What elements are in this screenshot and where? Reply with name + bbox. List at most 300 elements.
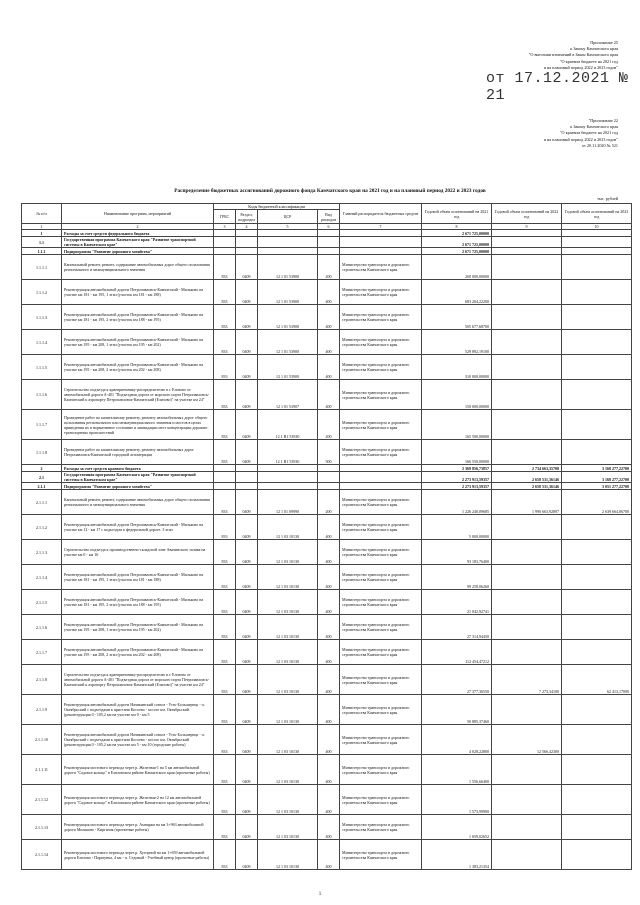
row-2021: 1 556,66400 [422, 755, 492, 785]
row-grbs: 833 [214, 695, 236, 725]
row-num: 2.1.1.13 [22, 815, 62, 840]
row-grbs: 833 [214, 490, 236, 515]
row-admin [340, 472, 422, 483]
row-2023 [562, 380, 632, 410]
row-num: 2.1.1.9 [22, 695, 62, 725]
table-row [22, 815, 632, 840]
row-rz: 0409 [236, 440, 258, 465]
col-header-num: № п/п [22, 204, 62, 224]
row-rz: 0409 [236, 330, 258, 355]
col-header-rz: Раздел, подраздел [236, 210, 258, 224]
row-admin: Министерство транспорта и дорожного строительства Камчатского края [340, 785, 422, 815]
row-2023 [562, 590, 632, 615]
table-row [22, 590, 632, 615]
table-row [22, 237, 632, 248]
row-admin: Министерство транспорта и дорожного строительства Камчатского края [340, 590, 422, 615]
row-num: 2.1.1.2 [22, 515, 62, 540]
row-csr [258, 230, 318, 237]
row-rz: 0409 [236, 615, 258, 640]
table-row [22, 565, 632, 590]
row-2021: 310 000,00000 [422, 355, 492, 380]
row-rz: 0409 [236, 565, 258, 590]
row-2023 [562, 255, 632, 280]
row-name: Строительство подъезда к краеприемнику-распределителю в г. Елизово от автомобильной дороги А-401 "Подъездная дорога от морского порта Петропавловск-Камчатский к аэропорту Петропавловск-Камчатский (Елизово)" на участке км 24" [62, 380, 214, 410]
row-num: 2.1.1.4 [22, 565, 62, 590]
row-2021: 1 226 240,09685 [422, 490, 492, 515]
row-name: Проведение работ по капитальному ремонту, ремонту автомобильных дорог Петропавловск-Камчатской городской агломерации [62, 440, 214, 465]
row-num: 2.1.1.8 [22, 665, 62, 695]
row-num: 2.1.1.12 [22, 785, 62, 815]
row-num: 2.1.1 [22, 483, 62, 490]
appendix-old-line: "Приложение 22 [588, 118, 618, 123]
col-header-2023: Годовой объем ассигнований на 2023 год [562, 204, 632, 224]
row-2022 [492, 230, 562, 237]
row-grbs [214, 237, 236, 248]
row-name: Реконструкция автомобильной дороги Петропавловск-Камчатский - Мильково на участке км 195 - км 208, 1 этап (участок км 195 - км 202) [62, 330, 214, 355]
row-admin: Министерство транспорта и дорожного строительства Камчатского края [340, 355, 422, 380]
row-admin: Министерство транспорта и дорожного строительства Камчатского края [340, 490, 422, 515]
row-2021: 2 671 725,00000 [422, 237, 492, 248]
page-number: 1 [318, 892, 322, 897]
row-grbs: 833 [214, 540, 236, 565]
row-2023 [562, 695, 632, 725]
row-name: Реконструкция мостового перехода через р. Железная-2 на 12 км автомобильной дороги "Садовое кольцо" в Елизовском районе Камчатского края (проектные работы) [62, 785, 214, 815]
row-num: 1.1.1.3 [22, 305, 62, 330]
row-grbs: 833 [214, 725, 236, 755]
row-num: 2.1.1.7 [22, 640, 62, 665]
row-csr: 12 1 01 53900 [258, 355, 318, 380]
table-row [22, 330, 632, 355]
row-name: Подпрограмма "Развитие дорожного хозяйства" [62, 483, 214, 490]
row-2022 [492, 840, 562, 870]
row-2022 [492, 355, 562, 380]
appendix-old-line: от 20.11.2020 № 521 [582, 142, 618, 148]
row-2021: 150 000,00000 [422, 380, 492, 410]
table-row [22, 615, 632, 640]
col-number: 7 [340, 224, 422, 230]
row-2022 [492, 695, 562, 725]
row-grbs [214, 248, 236, 255]
row-num: 2.1.1.6 [22, 615, 62, 640]
table-row [22, 540, 632, 565]
table-row [22, 255, 632, 280]
row-csr: 12 1 03 10130 [258, 785, 318, 815]
col-number: 3 [214, 224, 236, 230]
row-csr: 12 1 03 10130 [258, 615, 318, 640]
table-row [22, 483, 632, 490]
row-2023 [562, 248, 632, 255]
budget-table [21, 203, 632, 870]
row-admin: Министерство транспорта и дорожного строительства Камчатского края [340, 665, 422, 695]
row-vr [318, 483, 340, 490]
row-2023: 2 639 664,06700 [562, 490, 632, 515]
row-rz: 0409 [236, 785, 258, 815]
row-2022 [492, 380, 562, 410]
row-vr: 400 [318, 540, 340, 565]
row-2022: 12 566,42300 [492, 725, 562, 755]
row-vr: 400 [318, 665, 340, 695]
row-num: 2 [22, 465, 62, 472]
row-2023 [562, 785, 632, 815]
row-2021: 21 042,92741 [422, 590, 492, 615]
row-2023 [562, 305, 632, 330]
col-header-codes: Коды бюджетной классификации [214, 204, 340, 210]
col-number: 9 [492, 224, 562, 230]
row-grbs: 833 [214, 440, 236, 465]
row-admin [340, 248, 422, 255]
row-num: 2.1.1.1 [22, 490, 62, 515]
row-rz: 0409 [236, 725, 258, 755]
date-stamp: от 17.12.2021 № 21 [486, 70, 629, 104]
row-admin [340, 483, 422, 490]
row-vr: 500 [318, 440, 340, 465]
row-2021: 2 273 913,59357 [422, 472, 492, 483]
row-2022: 2 658 531,36146 [492, 472, 562, 483]
row-2022 [492, 640, 562, 665]
table-row [22, 230, 632, 237]
row-2022 [492, 255, 562, 280]
row-rz: 0409 [236, 840, 258, 870]
table-row [22, 380, 632, 410]
row-2023 [562, 565, 632, 590]
row-rz: 0409 [236, 590, 258, 615]
row-2022 [492, 280, 562, 305]
row-vr: 400 [318, 355, 340, 380]
row-vr: 400 [318, 380, 340, 410]
col-number: 6 [318, 224, 340, 230]
row-grbs: 833 [214, 755, 236, 785]
row-2023 [562, 280, 632, 305]
row-rz: 0409 [236, 355, 258, 380]
row-name: Расходы за счет средств федерального бюджета [62, 230, 214, 237]
row-2022: 2 734 663,35700 [492, 465, 562, 472]
row-grbs: 833 [214, 665, 236, 695]
row-name: Реконструкция мостового перехода через р. Хуторной на км 1+659 автомобильной дороги Елизово - Паратунка, 4 км - п. Седовый - Учебный центр (проектные работы) [62, 840, 214, 870]
table-row [22, 355, 632, 380]
row-admin [340, 230, 422, 237]
row-admin: Министерство транспорта и дорожного строительства Камчатского края [340, 410, 422, 440]
row-admin: Министерство транспорта и дорожного строительства Камчатского края [340, 440, 422, 465]
row-name: Реконструкция автомобильной дороги Начикинский совхоз - Усть-Большерецк - п. Октябрьский с подъездами к пристани Косоево - косого км. Октябрьский (реконструкция 0 - 105,2 км на участке км 0 - км 5 [62, 695, 214, 725]
row-csr: 12 1 01 53900 [258, 255, 318, 280]
row-2022 [492, 785, 562, 815]
row-2022 [492, 237, 562, 248]
row-2021: 2 671 725,00000 [422, 230, 492, 237]
row-admin: Министерство транспорта и дорожного строительства Камчатского края [340, 515, 422, 540]
row-2021: 200 000,00000 [422, 255, 492, 280]
row-2021: 505 677,68700 [422, 305, 492, 330]
row-grbs: 833 [214, 305, 236, 330]
row-grbs: 833 [214, 255, 236, 280]
row-2022 [492, 590, 562, 615]
appendix-old-line: и на плановый период 2022 и 2023 годов" [543, 136, 618, 142]
row-grbs: 833 [214, 590, 236, 615]
row-csr: 12 1 01 53900 [258, 305, 318, 330]
row-rz [236, 248, 258, 255]
row-2021: 1 383,21354 [422, 840, 492, 870]
row-csr: 12 1 03 10130 [258, 640, 318, 665]
row-csr: 12 1 01 53907 [258, 380, 318, 410]
table-row [22, 695, 632, 725]
row-num: 1.1.1.8 [22, 440, 62, 465]
row-2022 [492, 815, 562, 840]
row-admin: Министерство транспорта и дорожного строительства Камчатского края [340, 755, 422, 785]
row-2023: 3 168 277,22700 [562, 465, 632, 472]
row-csr [258, 248, 318, 255]
row-vr: 400 [318, 615, 340, 640]
row-2021: 112 454,47212 [422, 640, 492, 665]
row-vr: 400 [318, 840, 340, 870]
row-rz: 0409 [236, 410, 258, 440]
row-2022 [492, 565, 562, 590]
row-grbs: 833 [214, 330, 236, 355]
row-name: Реконструкция мостового перехода через р. Железная-1 на 5 км автомобильной дороги "Садовое кольцо" в Елизовском районе Камчатского края (проектные работы) [62, 755, 214, 785]
row-csr [258, 483, 318, 490]
row-csr: 12 1 03 10130 [258, 725, 318, 755]
row-admin: Министерство транспорта и дорожного строительства Камчатского края [340, 615, 422, 640]
row-csr: 12 1 03 10130 [258, 540, 318, 565]
row-admin: Министерство транспорта и дорожного строительства Камчатского края [340, 255, 422, 280]
row-name: Строительство подъезда к краеприемнику-распределителю в г. Елизово от автомобильной дороги А-401 "Подъездная дорога от морского порта Петропавловск-Камчатский к аэропорту Петропавловск-Камчатский (Елизово)" на участке км 24" [62, 665, 214, 695]
row-grbs: 833 [214, 615, 236, 640]
row-csr: 12 1 03 10130 [258, 515, 318, 540]
row-2023 [562, 330, 632, 355]
col-header-2021: Годовой объем ассигнований на 2021 год [422, 204, 492, 224]
row-csr: 12 1 03 10130 [258, 695, 318, 725]
row-csr: 12 1 01 53900 [258, 330, 318, 355]
row-rz: 0409 [236, 695, 258, 725]
row-num: 2.1.1.14 [22, 840, 62, 870]
table-row [22, 755, 632, 785]
row-2021: 4 028,22800 [422, 725, 492, 755]
row-name: Реконструкция автомобильной дороги Начикинский совхоз - Усть-Большерецк - п. Октябрьский с подъездами к пристани Косоево - косого км. Октябрьский (реконструкция 0 - 105,2 км на участке км 5 - км 10 (городские работы) [62, 725, 214, 755]
row-2022: 1 990 663,92897 [492, 490, 562, 515]
appendix-new-line: и на плановый период 2022 и 2023 годов" [543, 64, 618, 70]
row-rz: 0409 [236, 280, 258, 305]
table-row [22, 515, 632, 540]
row-name: Реконструкция мостового перехода через р. Амнарам на км 3+963 автомобильной дороги Мильково - Киргизик (проектные работы) [62, 815, 214, 840]
row-num: 2.1.1.3 [22, 540, 62, 565]
row-admin: Министерство транспорта и дорожного строительства Камчатского края [340, 840, 422, 870]
row-2021: 93 183,76400 [422, 540, 492, 565]
row-2021: 5 000,00000 [422, 515, 492, 540]
row-admin: Министерство транспорта и дорожного строительства Камчатского края [340, 330, 422, 355]
row-rz: 0409 [236, 515, 258, 540]
row-name: Проведение работ по капитальному ремонту, ремонту автомобильных дорог общего пользования регионального или межмуниципального значения и мостов в целях приведения их в нормативное состояние и ликвидации мест концентрации дорожно-транспортных происшествий [62, 410, 214, 440]
row-name: Реконструкция автомобильной дороги Петропавловск-Камчатский - Мильково на участке км 195 - км 208, 1 этап (участок км 195 - км 202) [62, 615, 214, 640]
row-vr: 400 [318, 590, 340, 615]
row-2021: 2 273 913,59357 [422, 483, 492, 490]
row-num: 1.1.1.2 [22, 280, 62, 305]
row-2023 [562, 725, 632, 755]
table-row [22, 472, 632, 483]
row-name: Строительство подъезда к производственно-складской зоне Авачинского залива на участке км 0 - км 16 [62, 540, 214, 565]
table-row [22, 640, 632, 665]
row-grbs: 833 [214, 515, 236, 540]
row-admin [340, 465, 422, 472]
row-csr [258, 237, 318, 248]
row-2021: 166 550,00000 [422, 440, 492, 465]
row-2021: 1 659,02652 [422, 815, 492, 840]
row-name: Капитальный ремонт, ремонт, содержание автомобильных дорог общего пользования регионального и межмуниципального значения [62, 490, 214, 515]
row-2022 [492, 615, 562, 640]
row-vr: 400 [318, 565, 340, 590]
row-vr: 400 [318, 640, 340, 665]
row-admin [340, 237, 422, 248]
row-2021: 2 369 856,73857 [422, 465, 492, 472]
row-name: Реконструкция автомобильной дороги Петропавловск-Камчатский - Мильково на участке км 12 - км 17 с подъездом к федеральной дороге, 3 этап [62, 515, 214, 540]
table-row [22, 440, 632, 465]
table-row [22, 280, 632, 305]
row-name: Государственная программа Камчатского края "Развитие транспортной системы в Камчатском крае" [62, 472, 214, 483]
row-vr: 400 [318, 785, 340, 815]
row-vr: 200 [318, 255, 340, 280]
table-row [22, 248, 632, 255]
row-csr [258, 472, 318, 483]
row-rz: 0409 [236, 255, 258, 280]
row-num: 1.1.1.6 [22, 380, 62, 410]
row-num: 2.1.1.5 [22, 590, 62, 615]
row-vr: 400 [318, 280, 340, 305]
row-2021: 529 892,19100 [422, 330, 492, 355]
row-2021: 2 671 725,00000 [422, 248, 492, 255]
row-2023 [562, 410, 632, 440]
table-row [22, 305, 632, 330]
row-2023 [562, 355, 632, 380]
appendix-new-line: "О внесении изменений в Закон Камчатского края [528, 52, 618, 58]
appendix-new-line: к Закону Камчатского края [570, 46, 618, 52]
row-rz [236, 472, 258, 483]
row-grbs [214, 472, 236, 483]
row-rz [236, 237, 258, 248]
row-grbs: 833 [214, 785, 236, 815]
row-vr [318, 248, 340, 255]
row-2023 [562, 755, 632, 785]
row-vr: 400 [318, 515, 340, 540]
row-grbs: 833 [214, 565, 236, 590]
document-title: Распределение бюджетных ассигнований дорожного фонда Камчатского края на 2021 год и на плановый период 2022 и 2023 годов [174, 188, 486, 194]
row-num: 1.1.1 [22, 248, 62, 255]
row-2021: 99 258,06260 [422, 565, 492, 590]
table-row [22, 785, 632, 815]
row-vr [318, 472, 340, 483]
col-header-vr: Вид расходов [318, 210, 340, 224]
row-admin: Министерство транспорта и дорожного строительства Камчатского края [340, 380, 422, 410]
row-2023 [562, 615, 632, 640]
table-row [22, 665, 632, 695]
row-rz [236, 465, 258, 472]
row-2021: 27 314,94450 [422, 615, 492, 640]
row-admin: Министерство транспорта и дорожного строительства Камчатского края [340, 540, 422, 565]
row-grbs [214, 465, 236, 472]
row-2022 [492, 330, 562, 355]
appendix-old-line: "О краевом бюджете на 2021 год [559, 130, 618, 136]
row-csr: 12 1 R1 53930 [258, 410, 318, 440]
row-name: Подпрограмма "Развитие дорожного хозяйства" [62, 248, 214, 255]
row-rz: 0409 [236, 755, 258, 785]
appendix-old-line: к Закону Камчатского края [570, 124, 618, 130]
row-2023 [562, 540, 632, 565]
row-csr: 12 1 03 10130 [258, 590, 318, 615]
row-vr: 400 [318, 330, 340, 355]
row-grbs: 833 [214, 355, 236, 380]
row-vr: 400 [318, 755, 340, 785]
appendix-new-line: "О краевом бюджете на 2021 год [559, 58, 618, 64]
row-2022 [492, 440, 562, 465]
row-2022 [492, 515, 562, 540]
row-rz: 0409 [236, 815, 258, 840]
row-2023 [562, 515, 632, 540]
row-name: Капитальный ремонт, ремонт, содержание автомобильных дорог общего пользования регионального и межмуниципального значения [62, 255, 214, 280]
row-num: 1.1.1.4 [22, 330, 62, 355]
row-grbs: 833 [214, 380, 236, 410]
table-row [22, 490, 632, 515]
row-2022 [492, 305, 562, 330]
row-name: Государственная программа Камчатского края "Развитие транспортной системы в Камчатском крае" [62, 237, 214, 248]
row-rz: 0409 [236, 490, 258, 515]
col-number: 8 [422, 224, 492, 230]
row-grbs: 833 [214, 640, 236, 665]
row-num: 2.1.1.11 [22, 755, 62, 785]
row-vr: 200 [318, 410, 340, 440]
row-2021: 1 573,99900 [422, 785, 492, 815]
row-csr: 12 1 03 10130 [258, 815, 318, 840]
row-csr: 12 1 01 09990 [258, 490, 318, 515]
col-number: 5 [258, 224, 318, 230]
row-csr: 12 1 01 53900 [258, 280, 318, 305]
row-2022 [492, 410, 562, 440]
row-admin: Министерство транспорта и дорожного строительства Камчатского края [340, 280, 422, 305]
row-2023: 3 168 277,22700 [562, 472, 632, 483]
col-header-name: Наименование программ, мероприятий [62, 204, 214, 224]
row-csr: 12 1 03 10130 [258, 565, 318, 590]
row-rz: 0409 [236, 665, 258, 695]
col-header-admin: Главный распорядитель бюджетных средств [340, 204, 422, 224]
row-vr [318, 465, 340, 472]
row-vr: 400 [318, 695, 340, 725]
row-vr: 400 [318, 725, 340, 755]
row-num: 2.1.1.10 [22, 725, 62, 755]
row-vr [318, 230, 340, 237]
row-2022: 7 273,34100 [492, 665, 562, 695]
row-2023 [562, 237, 632, 248]
row-2021: 50 885,37460 [422, 695, 492, 725]
row-num: 1.1 [22, 237, 62, 248]
col-header-csr: ЦСР [258, 210, 318, 224]
row-vr: 400 [318, 815, 340, 840]
row-admin: Министерство транспорта и дорожного строительства Камчатского края [340, 640, 422, 665]
row-rz: 0409 [236, 305, 258, 330]
unit-label: тыс. рублей [597, 196, 618, 201]
row-admin: Министерство транспорта и дорожного строительства Камчатского края [340, 305, 422, 330]
row-rz: 0409 [236, 640, 258, 665]
row-2023 [562, 815, 632, 840]
row-rz: 0409 [236, 540, 258, 565]
row-name: Реконструкция автомобильной дороги Петропавловск-Камчатский - Мильково на участке км 181 - км 195, 2 этап (участок км 188 - км 195) [62, 305, 214, 330]
row-num: 1.1.1.7 [22, 410, 62, 440]
col-number: 1 [22, 224, 62, 230]
row-admin: Министерство транспорта и дорожного строительства Камчатского края [340, 815, 422, 840]
row-2023 [562, 840, 632, 870]
row-rz [236, 483, 258, 490]
row-admin: Министерство транспорта и дорожного строительства Камчатского края [340, 565, 422, 590]
row-grbs: 833 [214, 280, 236, 305]
row-name: Реконструкция автомобильной дороги Петропавловск-Камчатский - Мильково на участке км 181 - км 195, 1 этап (участок км 181 - км 188) [62, 565, 214, 590]
row-2021: 27 377,36550 [422, 665, 492, 695]
row-num: 1 [22, 230, 62, 237]
row-csr: 12 1 R1 53930 [258, 440, 318, 465]
table-row [22, 840, 632, 870]
